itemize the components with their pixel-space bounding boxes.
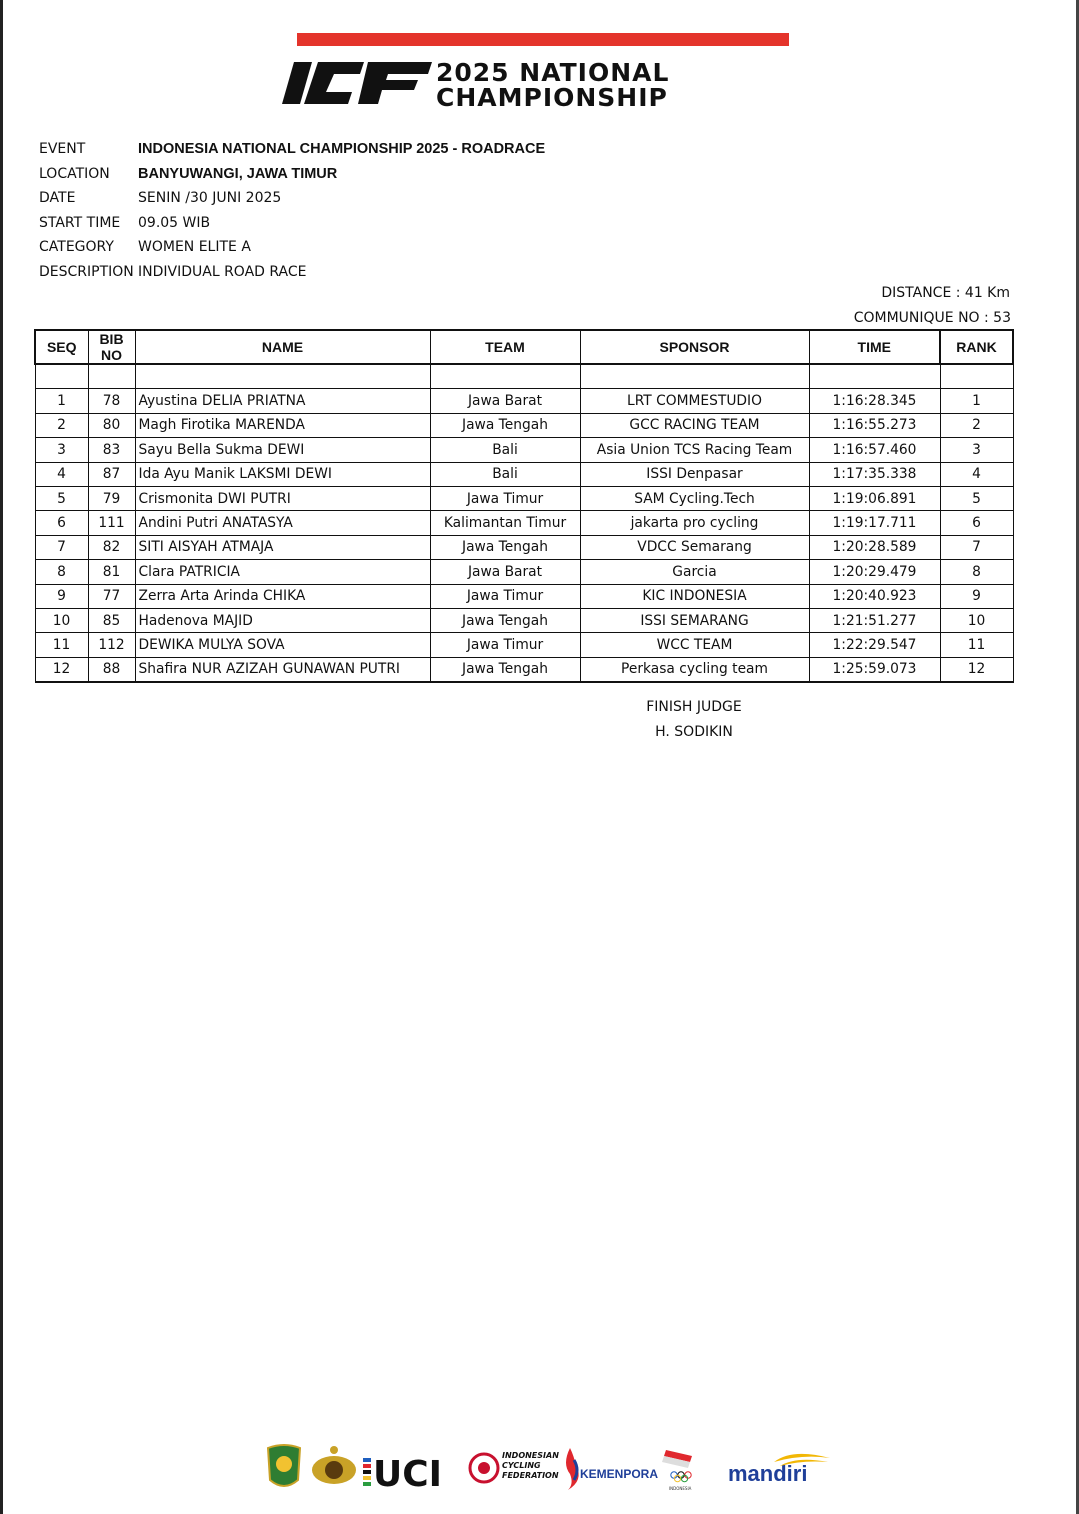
info-label: START TIME — [39, 214, 121, 231]
cell-time: 1:20:28.589 — [809, 535, 940, 559]
indonesia-olympic-logo-icon — [662, 1450, 692, 1491]
cell-team: Jawa Barat — [430, 389, 580, 413]
cell-name: SITI AISYAH ATMAJA — [135, 535, 430, 559]
col-header-name: NAME — [135, 330, 430, 364]
cell-seq: 9 — [35, 584, 88, 608]
info-value: BANYUWANGI, JAWA TIMUR — [138, 165, 338, 182]
sponsor-logos — [262, 1440, 842, 1495]
cell-bib: 78 — [88, 389, 135, 413]
cell-bib: 79 — [88, 486, 135, 510]
cell-bib: 87 — [88, 462, 135, 486]
cell-sponsor: Perkasa cycling team — [580, 657, 809, 682]
cell-name: Crismonita DWI PUTRI — [135, 486, 430, 510]
cell-sponsor: LRT COMMESTUDIO — [580, 389, 809, 413]
table-row — [35, 413, 1013, 437]
header-red-bar — [297, 33, 789, 46]
cell-name: Clara PATRICIA — [135, 560, 430, 584]
cell-time: 1:16:55.273 — [809, 413, 940, 437]
cell-sponsor: VDCC Semarang — [580, 535, 809, 559]
results-table — [34, 329, 1014, 683]
cell-sponsor: GCC RACING TEAM — [580, 413, 809, 437]
svg-text:INDONESIA: INDONESIA — [669, 1486, 692, 1491]
table-row — [35, 584, 1013, 608]
svg-text:mandiri: mandiri — [728, 1461, 808, 1486]
cell-rank: 7 — [940, 535, 1013, 559]
cell-rank: 9 — [940, 584, 1013, 608]
cell-team: Bali — [430, 462, 580, 486]
svg-text:FEDERATION: FEDERATION — [502, 1471, 559, 1480]
col-header-sponsor: SPONSOR — [580, 330, 809, 364]
table-row — [35, 608, 1013, 632]
info-value: INDONESIA NATIONAL CHAMPIONSHIP 2025 - ROADRACE — [138, 141, 546, 158]
col-header-rank: RANK — [940, 330, 1013, 364]
cell-bib: 111 — [88, 511, 135, 535]
table-row — [35, 462, 1013, 486]
cell-team: Bali — [430, 438, 580, 462]
cell-time: 1:20:29.479 — [809, 560, 940, 584]
cell-rank: 4 — [940, 462, 1013, 486]
cell-sponsor: ISSI SEMARANG — [580, 608, 809, 632]
cell-seq: 7 — [35, 535, 88, 559]
table-row — [35, 389, 1013, 413]
title-line-1: 2025 NATIONAL — [436, 58, 670, 87]
svg-text:CYCLING: CYCLING — [502, 1461, 541, 1470]
info-value: SENIN /30 JUNI 2025 — [138, 190, 282, 207]
table-row — [35, 511, 1013, 535]
cell-name: Andini Putri ANATASYA — [135, 511, 430, 535]
icf-federation-logo-icon — [470, 1451, 559, 1482]
cell-bib: 112 — [88, 633, 135, 657]
finish-judge-title: FINISH JUDGE — [646, 699, 742, 715]
cell-name: Zerra Arta Arinda CHIKA — [135, 584, 430, 608]
table-row — [35, 657, 1013, 682]
info-row-event — [39, 137, 545, 162]
cell-seq: 6 — [35, 511, 88, 535]
info-label: DATE — [39, 190, 76, 207]
cell-time: 1:16:28.345 — [809, 389, 940, 413]
table-row — [35, 560, 1013, 584]
table-header-row — [35, 330, 1013, 364]
cell-time: 1:25:59.073 — [809, 657, 940, 682]
info-label: DESCRIPTION — [39, 263, 134, 280]
info-label: EVENT — [39, 141, 86, 158]
cell-rank: 11 — [940, 633, 1013, 657]
cell-bib: 80 — [88, 413, 135, 437]
col-header-time: TIME — [809, 330, 940, 364]
cell-bib: 88 — [88, 657, 135, 682]
col-header-bib: BIB NO — [88, 330, 135, 364]
cell-name: Ida Ayu Manik LAKSMI DEWI — [135, 462, 430, 486]
championship-title — [436, 60, 669, 110]
cell-rank: 10 — [940, 608, 1013, 632]
cell-seq: 5 — [35, 486, 88, 510]
cell-seq: 2 — [35, 413, 88, 437]
event-info — [39, 137, 545, 284]
cell-rank: 5 — [940, 486, 1013, 510]
info-label: CATEGORY — [39, 239, 114, 256]
cell-bib: 82 — [88, 535, 135, 559]
cell-bib: 77 — [88, 584, 135, 608]
cell-name: Sayu Bella Sukma DEWI — [135, 438, 430, 462]
cell-sponsor: Asia Union TCS Racing Team — [580, 438, 809, 462]
cell-name: Hadenova MAJID — [135, 608, 430, 632]
cell-sponsor: Garcia — [580, 560, 809, 584]
cell-time: 1:19:17.711 — [809, 511, 940, 535]
info-value: INDIVIDUAL ROAD RACE — [138, 263, 307, 280]
cell-team: Jawa Tengah — [430, 657, 580, 682]
communique-number: COMMUNIQUE NO : 53 — [853, 310, 1011, 326]
distance: DISTANCE : 41 Km — [881, 285, 1010, 301]
cell-team: Kalimantan Timur — [430, 511, 580, 535]
table-spacer-row — [35, 364, 1013, 389]
table-row — [35, 535, 1013, 559]
cell-name: Shafira NUR AZIZAH GUNAWAN PUTRI — [135, 657, 430, 682]
cell-time: 1:21:51.277 — [809, 608, 940, 632]
cell-rank: 1 — [940, 389, 1013, 413]
cell-sponsor: jakarta pro cycling — [580, 511, 809, 535]
info-row-description — [39, 260, 545, 285]
cell-bib: 85 — [88, 608, 135, 632]
banyuwangi-emblem-icon — [268, 1445, 300, 1486]
cell-sponsor: ISSI Denpasar — [580, 462, 809, 486]
icf-logo-icon — [282, 58, 432, 108]
cell-time: 1:20:40.923 — [809, 584, 940, 608]
cell-sponsor: KIC INDONESIA — [580, 584, 809, 608]
cell-seq: 12 — [35, 657, 88, 682]
col-header-seq: SEQ — [35, 330, 88, 364]
svg-text:KEMENPORA: KEMENPORA — [580, 1467, 659, 1481]
cell-team: Jawa Timur — [430, 584, 580, 608]
info-value: WOMEN ELITE A — [138, 239, 251, 256]
police-emblem-icon — [312, 1446, 356, 1484]
kemenpora-logo-icon — [566, 1448, 658, 1490]
cell-sponsor: WCC TEAM — [580, 633, 809, 657]
cell-rank: 8 — [940, 560, 1013, 584]
cell-team: Jawa Timur — [430, 633, 580, 657]
cell-time: 1:17:35.338 — [809, 462, 940, 486]
info-row-start-time — [39, 211, 545, 236]
info-row-date — [39, 186, 545, 211]
page-border-left — [0, 0, 3, 1514]
info-row-location — [39, 162, 545, 187]
cell-seq: 1 — [35, 389, 88, 413]
cell-seq: 4 — [35, 462, 88, 486]
table-row — [35, 486, 1013, 510]
col-header-team: TEAM — [430, 330, 580, 364]
table-row — [35, 438, 1013, 462]
cell-team: Jawa Timur — [430, 486, 580, 510]
mandiri-logo-icon — [728, 1454, 830, 1486]
table-row — [35, 633, 1013, 657]
cell-team: Jawa Barat — [430, 560, 580, 584]
cell-time: 1:16:57.460 — [809, 438, 940, 462]
cell-time: 1:19:06.891 — [809, 486, 940, 510]
cell-seq: 11 — [35, 633, 88, 657]
cell-bib: 81 — [88, 560, 135, 584]
cell-rank: 12 — [940, 657, 1013, 682]
finish-judge-name: H. SODIKIN — [655, 724, 733, 740]
cell-time: 1:22:29.547 — [809, 633, 940, 657]
cell-team: Jawa Tengah — [430, 608, 580, 632]
cell-seq: 10 — [35, 608, 88, 632]
cell-seq: 3 — [35, 438, 88, 462]
uci-logo-icon — [363, 1454, 442, 1495]
svg-text:INDONESIAN: INDONESIAN — [502, 1451, 559, 1460]
cell-rank: 2 — [940, 413, 1013, 437]
cell-sponsor: SAM Cycling.Tech — [580, 486, 809, 510]
info-value: 09.05 WIB — [138, 214, 211, 231]
title-line-2: CHAMPIONSHIP — [436, 83, 668, 112]
cell-rank: 3 — [940, 438, 1013, 462]
cell-name: Magh Firotika MARENDA — [135, 413, 430, 437]
cell-name: DEWIKA MULYA SOVA — [135, 633, 430, 657]
info-label: LOCATION — [39, 165, 110, 182]
cell-bib: 83 — [88, 438, 135, 462]
info-row-category — [39, 235, 545, 260]
cell-team: Jawa Tengah — [430, 535, 580, 559]
cell-team: Jawa Tengah — [430, 413, 580, 437]
cell-seq: 8 — [35, 560, 88, 584]
cell-rank: 6 — [940, 511, 1013, 535]
uci-text: UCI — [373, 1454, 443, 1495]
cell-name: Ayustina DELIA PRIATNA — [135, 389, 430, 413]
